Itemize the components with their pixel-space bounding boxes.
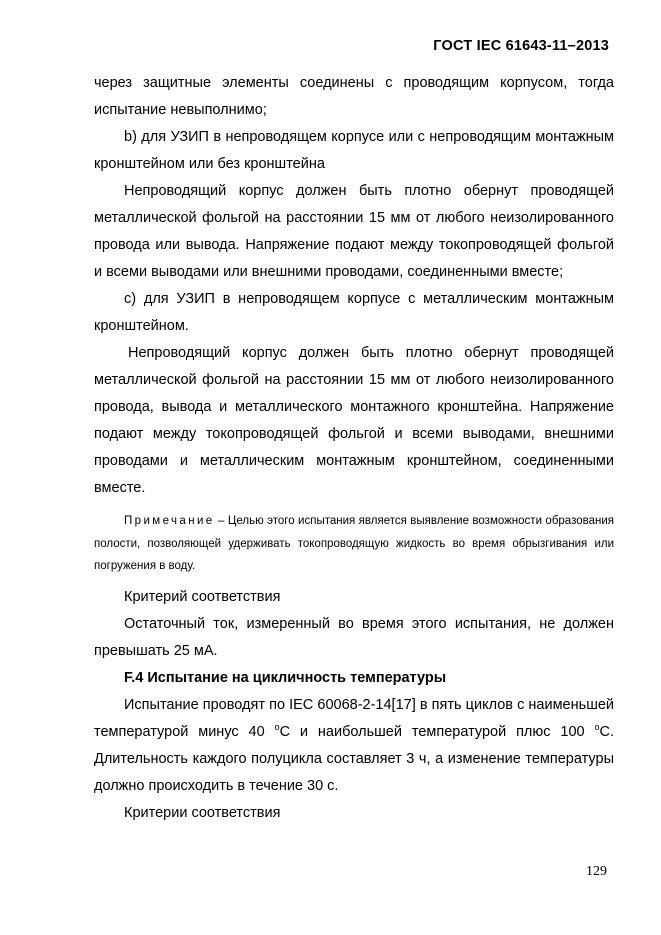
degree-symbol: o [274,721,280,732]
temp-text-c: С. Длительность каждого полуцикла составляет 3 ч, а изменение температуры должно происходить в течение 30 с. [94,723,615,794]
page-body [94,70,614,827]
criterion-heading: Критерий соответствия [124,588,281,605]
note-paragraph [94,510,614,578]
paragraph-foil-c: Непроводящий корпус должен быть плотно обернут проводящей металлической фольгой на расстоянии 15 мм от любого неизолированного провода, вывода и металлического монтажного кронштейна. Напряжение подают между токопроводящей фольгой и всеми выводами, внешними проводами и металлическим монтажным кронштейном, соединенными вместе. [94,345,614,496]
criteria-heading: Критерии соответствия [124,804,281,821]
paragraph-continuation: через защитные элементы соединены с проводящим корпусом, тогда испытание невыполнимо; [94,75,614,118]
paragraph-foil-b: Непроводящий корпус должен быть плотно обернут проводящей металлической фольгой на расстоянии 15 мм от любого неизолированного провода или вывода. Напряжение подают между токопроводящей фольгой и всеми выводами или внешними проводами, соединенными вместе; [94,183,614,280]
temp-text-a: Испытание проводят по IEC 60068-2-14[17] в пять циклов с наименьшей температурой минус 40 [94,696,614,740]
paragraph-residual-current: Остаточный ток, измеренный во время этого испытания, не должен превышать 25 мА. [94,615,614,659]
paragraph-item-c: c) для УЗИП в непроводящем корпусе с металлическим монтажным кронштейном. [94,291,614,334]
note-text: – Целью этого испытания является выявление возможности образования полости, позволяющей удерживать токопроводящую жидкость во время обрызгивания или погружения в воду. [94,515,614,572]
section-heading-f4: F.4 Испытание на цикличность температуры [124,669,447,686]
page-number: 129 [586,864,607,879]
paragraph-temperature-test [94,692,614,800]
degree-symbol: o [594,721,600,732]
temp-text-b: С и наибольшей температурой плюс 100 [279,723,595,740]
paragraph-item-b: b) для УЗИП в непроводящем корпусе или с непроводящим монтажным кронштейном или без кронштейна [94,129,614,172]
document-header: ГОСТ IEC 61643-11–2013 [433,38,609,54]
note-label: Примечание [124,515,215,527]
